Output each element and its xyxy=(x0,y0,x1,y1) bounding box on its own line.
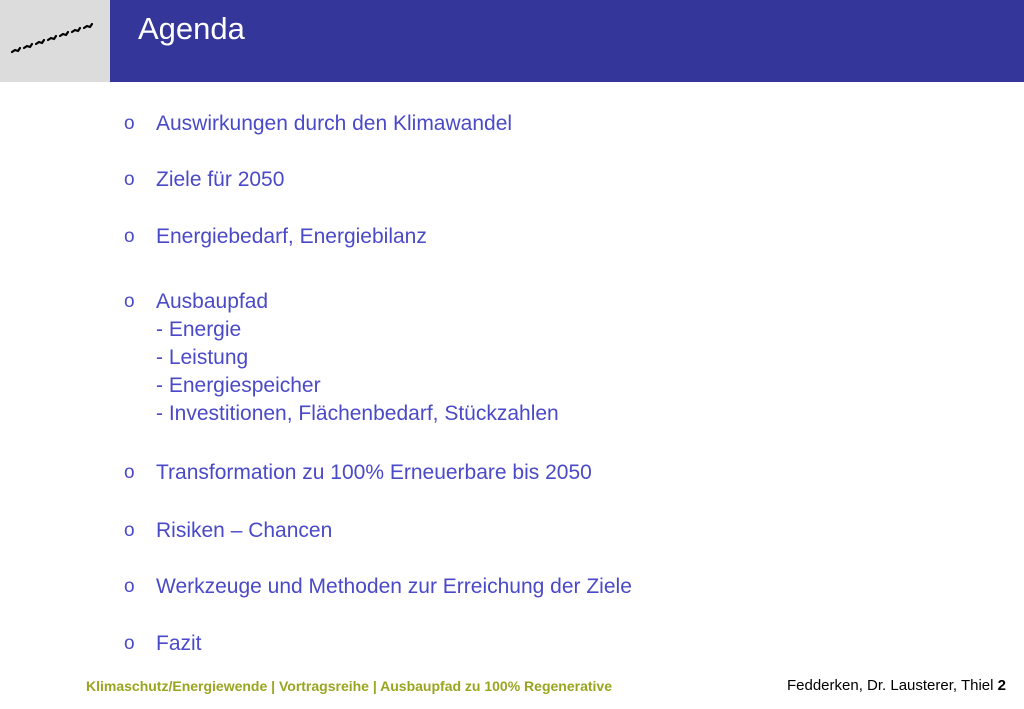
bullet-icon: o xyxy=(124,169,135,190)
footer-series-title: Klimaschutz/Energiewende | Vortragsreihe | Ausbaupfad zu 100% Regenerative xyxy=(86,678,612,694)
bullet-icon: o xyxy=(124,633,135,654)
bullet-icon: o xyxy=(124,462,135,483)
agenda-subitem-investitionen: - Investitionen, Flächenbedarf, Stückzahlen xyxy=(156,402,559,425)
stairs-logo-icon xyxy=(0,0,110,82)
agenda-subitem-energie: - Energie xyxy=(156,318,242,341)
bullet-icon: o xyxy=(124,226,135,247)
footer-authors xyxy=(787,676,1006,696)
bullet-icon: o xyxy=(124,291,135,312)
agenda-item-label: Fazit xyxy=(156,632,202,655)
page-title: Agenda xyxy=(138,11,245,46)
agenda-item-group xyxy=(156,288,559,428)
agenda-item-label: Risiken – Chancen xyxy=(156,519,333,542)
bullet-icon: o xyxy=(124,113,135,134)
bullet-icon: o xyxy=(124,576,135,597)
agenda-subitem-leistung: - Leistung xyxy=(156,346,249,369)
header-bar xyxy=(110,0,1024,82)
agenda-item-label: Werkzeuge und Methoden zur Erreichung der Ziele xyxy=(156,575,632,598)
agenda-item-label: Ausbaupfad xyxy=(156,290,269,313)
agenda-item-label: Transformation zu 100% Erneuerbare bis 2050 xyxy=(156,461,592,484)
agenda-item-label: Energiebedarf, Energiebilanz xyxy=(156,225,427,248)
footer-author-names: Fedderken, Dr. Lausterer, Thiel xyxy=(786,677,994,694)
bullet-icon: o xyxy=(124,520,135,541)
agenda-item-label: Auswirkungen durch den Klimawandel xyxy=(156,112,513,135)
agenda-item-label: Ziele für 2050 xyxy=(156,168,285,191)
logo-box xyxy=(0,0,110,82)
agenda-subitem-energiespeicher: - Energiespeicher xyxy=(156,374,321,397)
page-number: 2 xyxy=(997,677,1006,694)
